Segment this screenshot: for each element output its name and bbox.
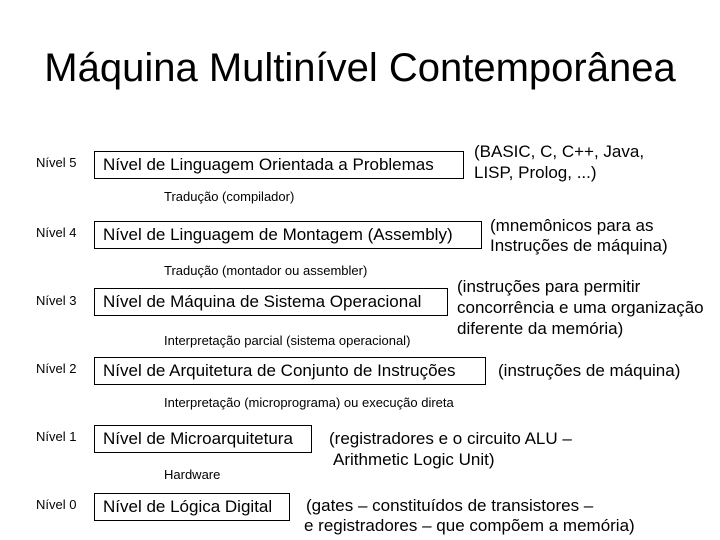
level-5-note-line-2: LISP, Prolog, ...) xyxy=(474,163,597,182)
level-3-note-line-2: concorrência e uma organização xyxy=(457,298,704,317)
transition-3-to-2: Interpretação parcial (sistema operacional) xyxy=(164,333,411,348)
level-2-note-line-1: (instruções de máquina) xyxy=(498,361,681,380)
level-3-note-line-1: (instruções para permitir xyxy=(457,277,641,296)
transition-2-to-1: Interpretação (microprograma) ou execução direta xyxy=(164,395,454,410)
level-1-box: Nível de Microarquitetura xyxy=(94,425,312,453)
level-0-note-line-2: e registradores – que compõem a memória) xyxy=(304,516,635,535)
level-5-note-line-1: (BASIC, C, C++, Java, xyxy=(474,142,645,161)
level-1-label: Nível 1 xyxy=(36,429,77,444)
level-2-box: Nível de Arquitetura de Conjunto de Instruções xyxy=(94,357,486,385)
transition-4-to-3: Tradução (montador ou assembler) xyxy=(164,263,368,278)
level-3-note-line-3: diferente da memória) xyxy=(457,319,624,338)
level-4-label: Nível 4 xyxy=(36,225,77,240)
level-0-note-line-1: (gates – constituídos de transistores – xyxy=(306,496,594,515)
transition-1-to-0: Hardware xyxy=(164,467,221,482)
transition-5-to-4: Tradução (compilador) xyxy=(164,189,295,204)
level-5-label: Nível 5 xyxy=(36,155,77,170)
level-4-note-line-2: Instruções de máquina) xyxy=(490,236,668,255)
page-title: Máquina Multinível Contemporânea xyxy=(44,46,676,90)
level-3-box: Nível de Máquina de Sistema Operacional xyxy=(94,288,448,316)
level-1-note-line-1: (registradores e o circuito ALU – xyxy=(329,429,572,448)
level-5-box: Nível de Linguagem Orientada a Problemas xyxy=(94,151,464,179)
level-4-box: Nível de Linguagem de Montagem (Assembly) xyxy=(94,221,482,249)
level-1-note-line-2: Arithmetic Logic Unit) xyxy=(333,450,495,469)
level-0-label: Nível 0 xyxy=(36,497,77,512)
level-3-label: Nível 3 xyxy=(36,293,77,308)
level-2-label: Nível 2 xyxy=(36,361,77,376)
level-4-note-line-1: (mnemônicos para as xyxy=(490,216,654,235)
level-0-box: Nível de Lógica Digital xyxy=(94,493,290,521)
